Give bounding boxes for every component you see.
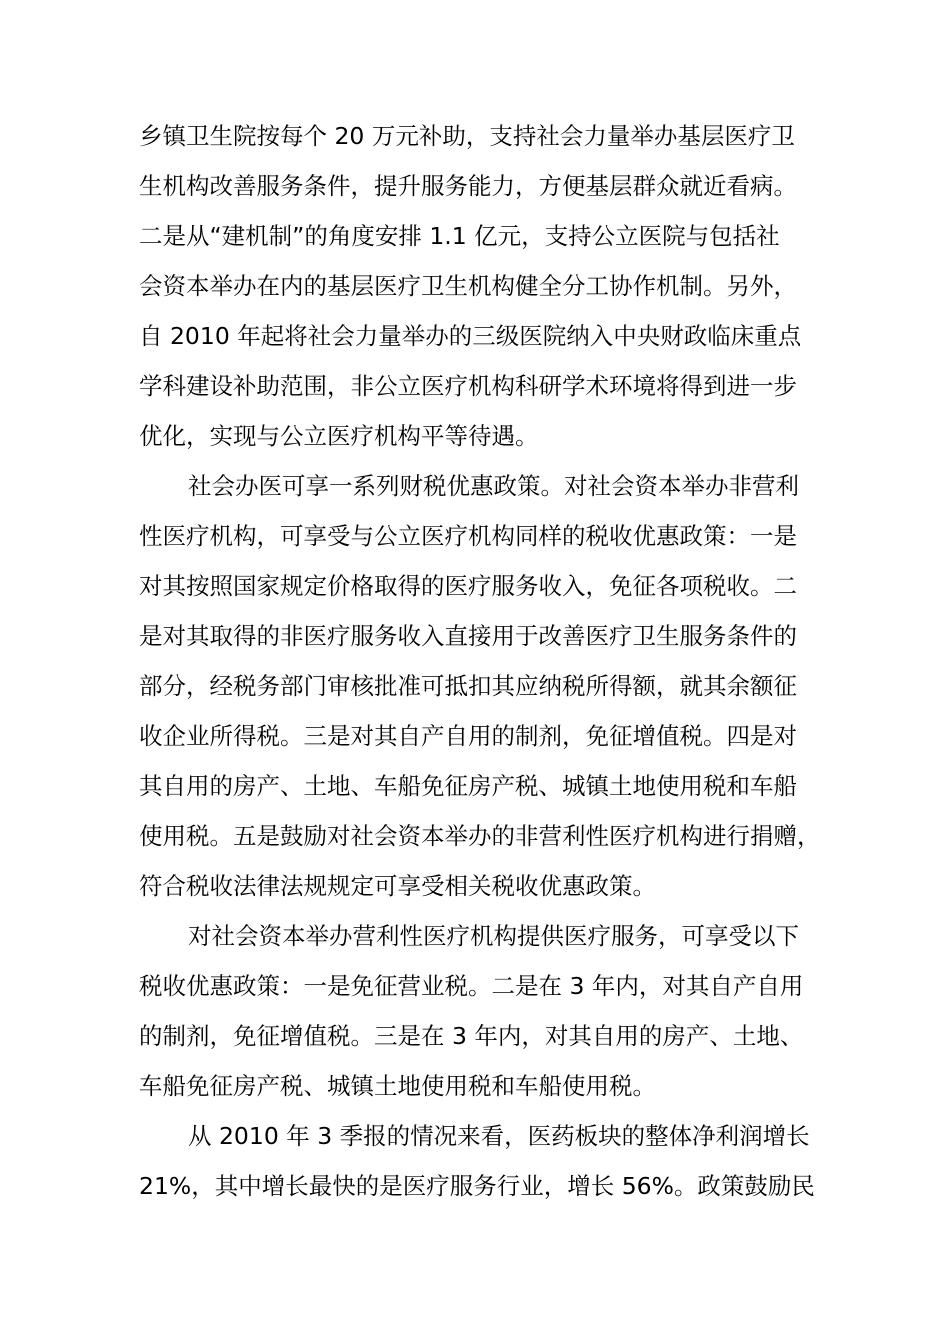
text-line-18: 税收优惠政策：一是免征营业税。二是在 3 年内，对其自产自用 <box>139 972 804 1000</box>
paragraph-3-line-1: 对社会资本举办营利性医疗机构提供医疗服务，可享受以下 <box>188 922 799 950</box>
text-line-13: 收企业所得税。三是对其自产自用的制剂，免征增值税。四是对 <box>139 722 797 750</box>
text-line-9: 性医疗机构，可享受与公立医疗机构同样的税收优惠政策：一是 <box>139 522 797 550</box>
text-line-22: 21%，其中增长最快的是医疗服务行业，增长 56%。政策鼓励民 <box>139 1172 815 1200</box>
paragraph-4-line-1: 从 2010 年 3 季报的情况来看，医药板块的整体净利润增长 <box>188 1122 810 1150</box>
text-line-3: 二是从“建机制”的角度安排 1.1 亿元，支持公立医院与包括社 <box>139 222 780 250</box>
text-line-20: 车船免征房产税、城镇土地使用税和车船使用税。 <box>139 1072 656 1100</box>
text-line-4: 会资本举办在内的基层医疗卫生机构健全分工协作机制。另外， <box>139 272 797 300</box>
paragraph-2-line-1: 社会办医可享一系列财税优惠政策。对社会资本举办非营利 <box>188 472 799 500</box>
text-line-10: 对其按照国家规定价格取得的医疗服务收入，免征各项税收。二 <box>139 572 797 600</box>
text-line-6: 学科建设补助范围，非公立医疗机构科研学术环境将得到进一步 <box>139 372 797 400</box>
text-line-15: 使用税。五是鼓励对社会资本举办的非营利性医疗机构进行捐赠， <box>139 822 821 850</box>
text-line-2: 生机构改善服务条件，提升服务能力，方便基层群众就近看病。 <box>139 172 797 200</box>
text-line-14: 其自用的房产、土地、车船免征房产税、城镇土地使用税和车船 <box>139 772 797 800</box>
text-line-16: 符合税收法律法规规定可享受相关税收优惠政策。 <box>139 872 656 900</box>
text-line-19: 的制剂，免征增值税。三是在 3 年内，对其自用的房产、土地、 <box>139 1022 804 1050</box>
text-line-1: 乡镇卫生院按每个 20 万元补助，支持社会力量举办基层医疗卫 <box>139 122 795 150</box>
text-line-12: 部分，经税务部门审核批准可抵扣其应纳税所得额，就其余额征 <box>139 672 797 700</box>
text-line-7: 优化，实现与公立医疗机构平等待遇。 <box>139 422 539 450</box>
text-line-11: 是对其取得的非医疗服务收入直接用于改善医疗卫生服务条件的 <box>139 622 797 650</box>
text-line-5: 自 2010 年起将社会力量举办的三级医院纳入中央财政临床重点 <box>139 322 802 350</box>
